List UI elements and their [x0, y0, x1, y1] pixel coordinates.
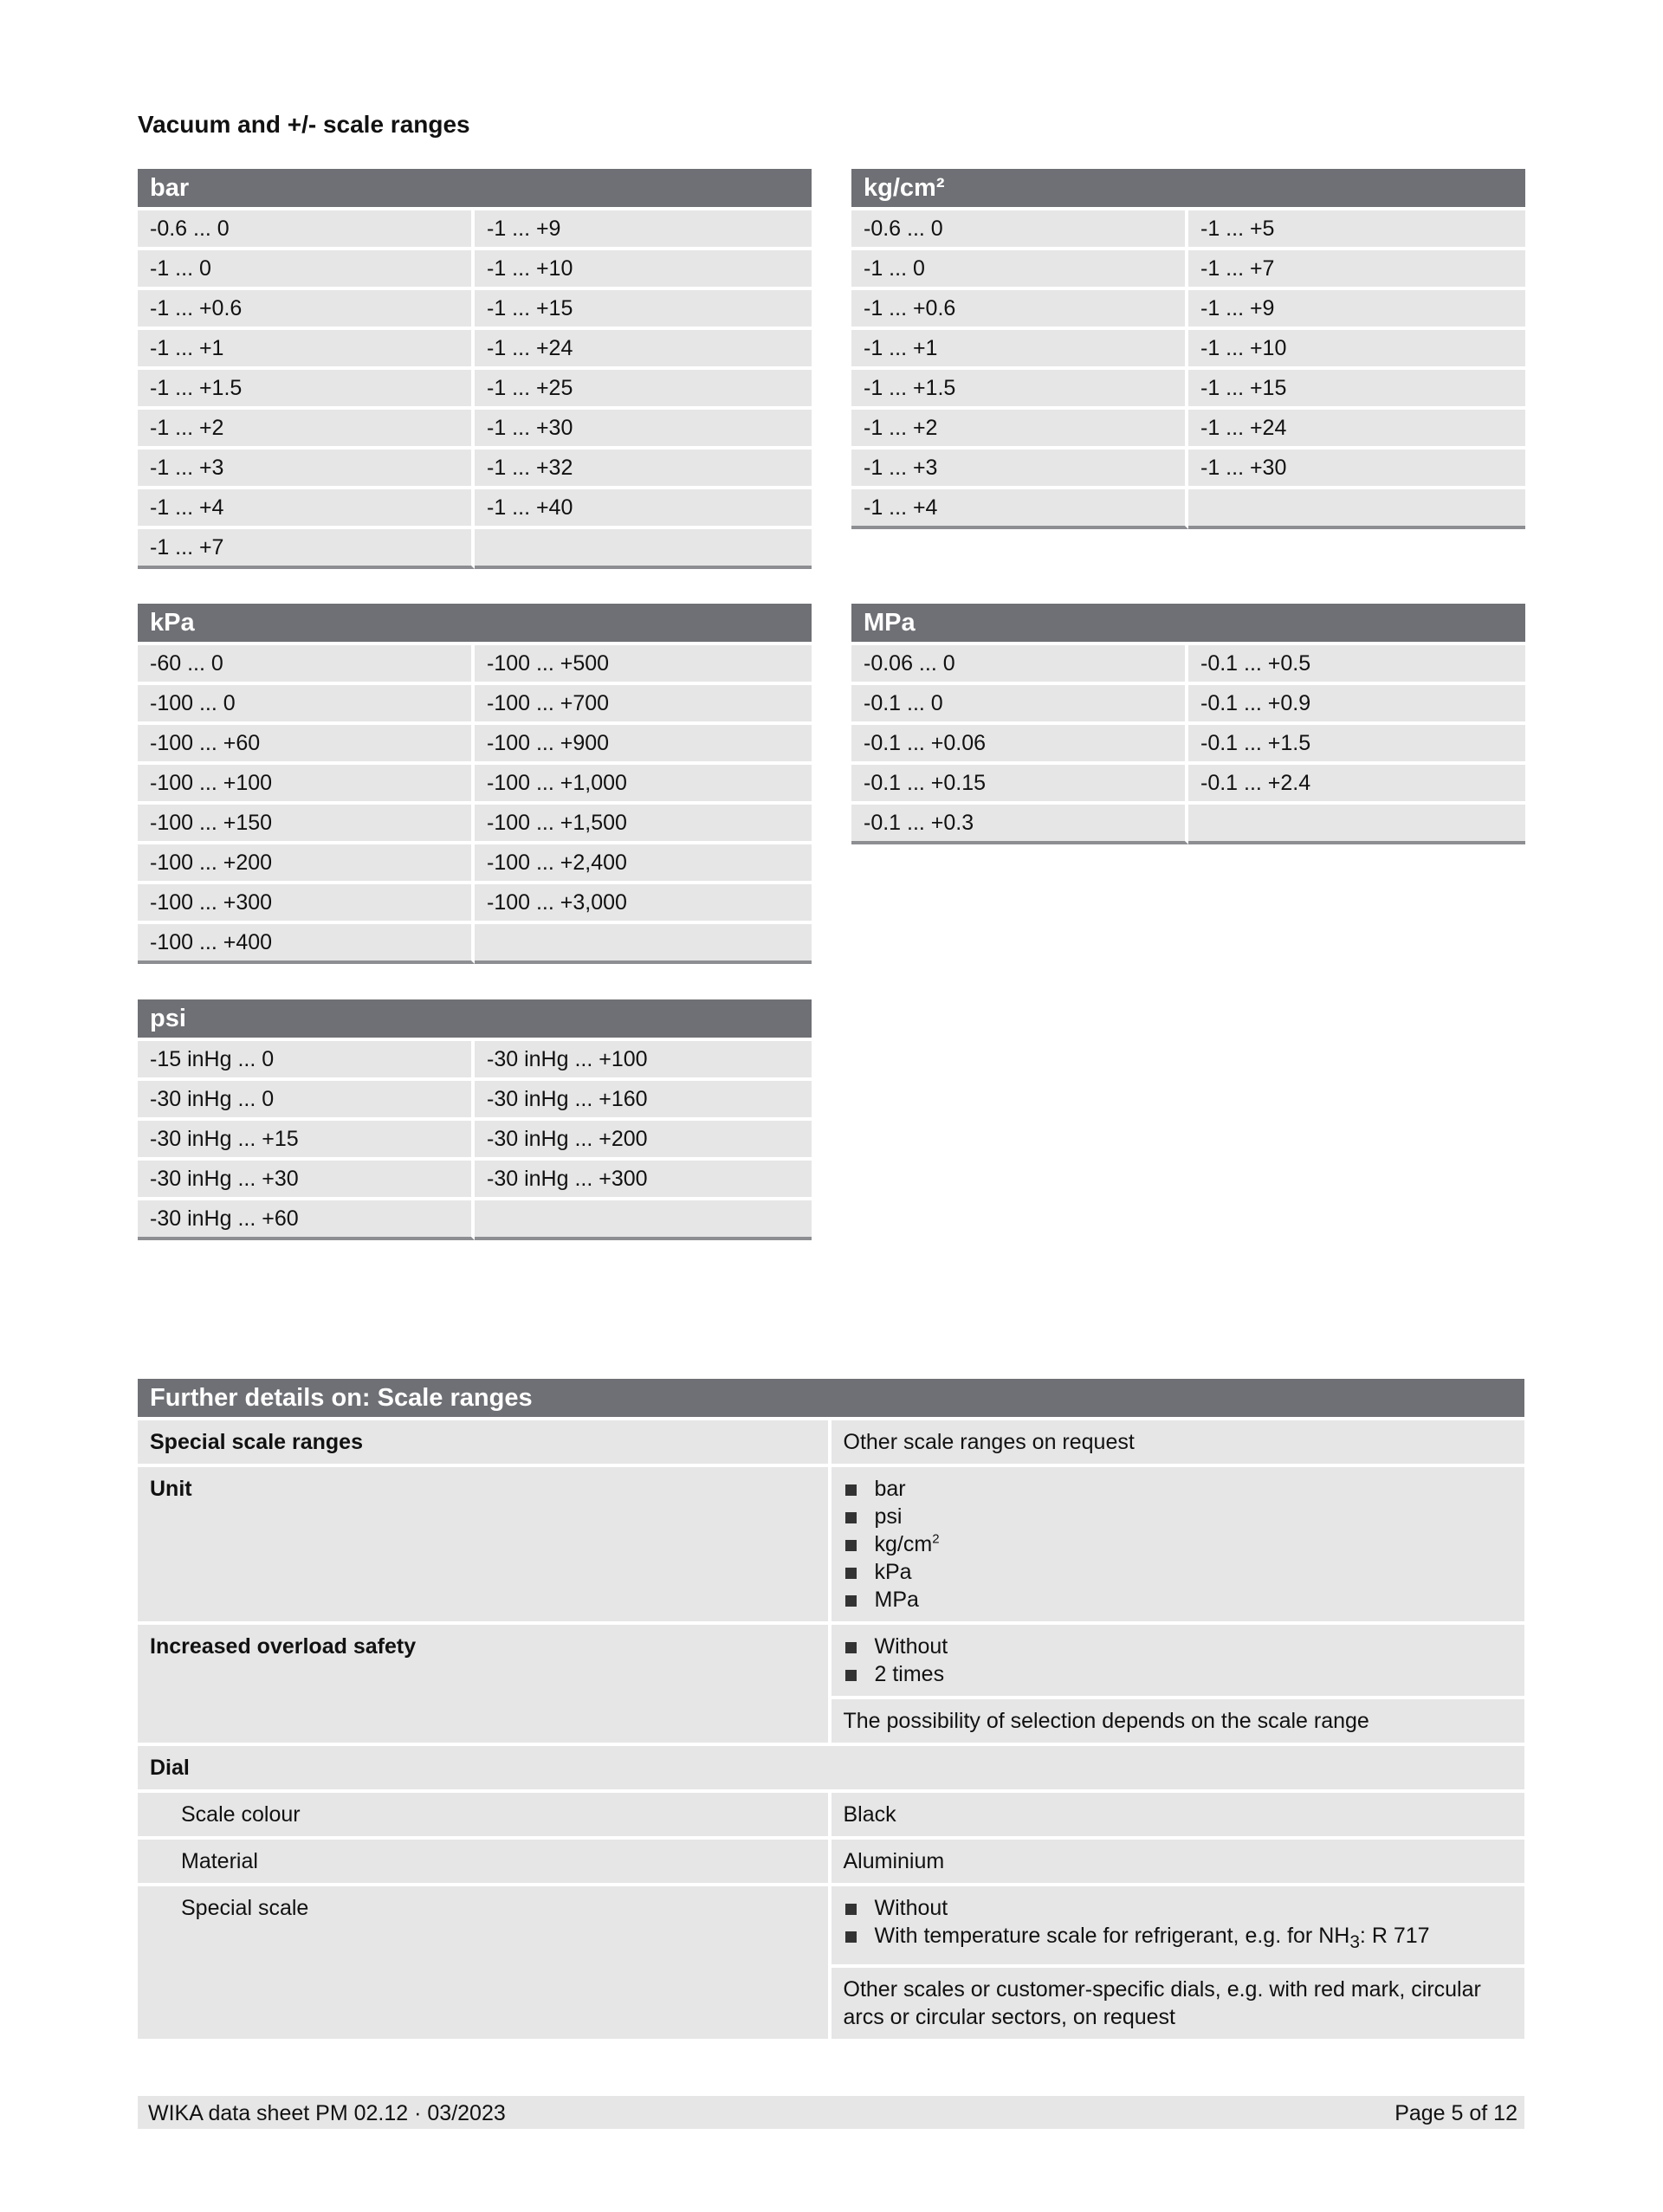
unit-kgcm: kg/cm [874, 1532, 933, 1556]
table-row [138, 884, 812, 924]
range-cell: -100 ... +1,000 [475, 765, 812, 805]
table-row [138, 805, 812, 844]
table-row [851, 250, 1525, 290]
range-cell: -30 inHg ... +300 [475, 1161, 812, 1200]
special-ranges-value: Other scale ranges on request [832, 1420, 1525, 1467]
range-cell: -15 inHg ... 0 [138, 1041, 475, 1081]
range-cell: -30 inHg ... +100 [475, 1041, 812, 1081]
range-cell: -1 ... +0.6 [851, 290, 1188, 330]
table-row [138, 1081, 812, 1121]
kpa-range-table [138, 604, 812, 964]
unit-value [832, 1467, 1525, 1625]
table-row [138, 1041, 812, 1081]
range-cell [475, 1200, 812, 1240]
unit-list [844, 1475, 1513, 1614]
range-cell: -1 ... 0 [138, 250, 475, 290]
list-item: Without [844, 1894, 1513, 1922]
range-cell: -0.1 ... +0.5 [1188, 645, 1525, 685]
list-item: bar [844, 1475, 1513, 1503]
range-cell: -30 inHg ... 0 [138, 1081, 475, 1121]
details-row-material [138, 1840, 1524, 1886]
range-cell: -0.6 ... 0 [851, 210, 1188, 250]
range-cell: -1 ... +1.5 [851, 370, 1188, 410]
range-cell: -0.1 ... +0.9 [1188, 685, 1525, 725]
special-scale-opt2-text: With temperature scale for refrigerant, e.g. for NH [874, 1924, 1350, 1948]
range-cell: -1 ... +0.6 [138, 290, 475, 330]
material-label: Material [138, 1840, 832, 1886]
range-cell: -1 ... +15 [475, 290, 812, 330]
range-cell: -1 ... +40 [475, 489, 812, 529]
details-table [138, 1379, 1524, 2042]
table-row [138, 1121, 812, 1161]
range-cell: -1 ... +5 [1188, 210, 1525, 250]
range-cell: -0.1 ... +2.4 [1188, 765, 1525, 805]
special-scale-value [832, 1886, 1525, 1968]
range-cell: -1 ... 0 [851, 250, 1188, 290]
range-cell: -1 ... +9 [475, 210, 812, 250]
range-cell: -30 inHg ... +15 [138, 1121, 475, 1161]
unit-label: Unit [138, 1467, 832, 1625]
overload-label: Increased overload safety [138, 1625, 832, 1746]
range-cell [475, 529, 812, 569]
details-row-special-ranges [138, 1420, 1524, 1467]
range-cell: -1 ... +4 [851, 489, 1188, 529]
section-title: Vacuum and +/- scale ranges [138, 111, 470, 138]
range-cell: -1 ... +2 [138, 410, 475, 450]
table-row [138, 765, 812, 805]
range-cell: -0.6 ... 0 [138, 210, 475, 250]
details-row-special-scale [138, 1886, 1524, 1968]
table-row [138, 529, 812, 569]
special-scale-label: Special scale [138, 1886, 832, 2042]
table-row [851, 489, 1525, 529]
superscript: 2 [932, 1531, 940, 1547]
table-row [851, 330, 1525, 370]
list-item: Without [844, 1633, 1513, 1660]
range-cell: -100 ... +100 [138, 765, 475, 805]
range-cell: -100 ... +3,000 [475, 884, 812, 924]
range-cell: -60 ... 0 [138, 645, 475, 685]
range-cell: -1 ... +24 [475, 330, 812, 370]
table-row [851, 210, 1525, 250]
range-cell: -0.1 ... 0 [851, 685, 1188, 725]
list-item: kPa [844, 1558, 1513, 1586]
table-row [138, 924, 812, 964]
range-cell: -100 ... +60 [138, 725, 475, 765]
range-cell: -100 ... +200 [138, 844, 475, 884]
range-cell: -0.1 ... +0.06 [851, 725, 1188, 765]
range-cell: -1 ... +4 [138, 489, 475, 529]
table-row [138, 210, 812, 250]
range-cell: -30 inHg ... +60 [138, 1200, 475, 1240]
table-row [138, 645, 812, 685]
range-cell: -100 ... +400 [138, 924, 475, 964]
subscript: 3 [1349, 1932, 1360, 1952]
range-cell: -1 ... +9 [1188, 290, 1525, 330]
details-row-overload [138, 1625, 1524, 1699]
details-row-scale-colour [138, 1793, 1524, 1840]
table-row [138, 1200, 812, 1240]
range-cell [1188, 489, 1525, 529]
range-cell: -100 ... +300 [138, 884, 475, 924]
table-row [851, 805, 1525, 844]
range-cell: -100 ... +700 [475, 685, 812, 725]
range-cell: -1 ... +10 [1188, 330, 1525, 370]
range-cell: -1 ... +30 [1188, 450, 1525, 489]
overload-note: The possibility of selection depends on the scale range [832, 1699, 1525, 1746]
table-row [138, 685, 812, 725]
range-cell: -1 ... +32 [475, 450, 812, 489]
range-cell: -1 ... +24 [1188, 410, 1525, 450]
range-cell: -100 ... +900 [475, 725, 812, 765]
table-row [138, 450, 812, 489]
range-cell: -0.1 ... +0.3 [851, 805, 1188, 844]
range-cell: -1 ... +1 [138, 330, 475, 370]
bar-range-table [138, 169, 812, 569]
range-cell: -1 ... +30 [475, 410, 812, 450]
range-cell: -1 ... +10 [475, 250, 812, 290]
table-row [851, 290, 1525, 330]
special-scale-list [844, 1894, 1513, 1957]
kgcm2-range-table [851, 169, 1525, 529]
table-row [851, 685, 1525, 725]
range-cell: -0.06 ... 0 [851, 645, 1188, 685]
table-row [138, 370, 812, 410]
range-cell: -30 inHg ... +200 [475, 1121, 812, 1161]
table-row [138, 489, 812, 529]
details-title: Further details on: Scale ranges [138, 1379, 1524, 1420]
special-scale-opt2-suffix: : R 717 [1359, 1924, 1430, 1948]
scale-colour-label: Scale colour [138, 1793, 832, 1840]
table-row [851, 645, 1525, 685]
range-cell: -100 ... +2,400 [475, 844, 812, 884]
table-row [851, 410, 1525, 450]
table-row [138, 725, 812, 765]
list-item: MPa [844, 1586, 1513, 1614]
table-row [138, 290, 812, 330]
table-row [138, 844, 812, 884]
range-cell [475, 924, 812, 964]
footer-page-number: Page 5 of 12 [1394, 2101, 1517, 2125]
range-cell: -1 ... +1 [851, 330, 1188, 370]
table-row [138, 1161, 812, 1200]
range-cell: -1 ... +25 [475, 370, 812, 410]
range-cell: -100 ... 0 [138, 685, 475, 725]
table-title: MPa [851, 604, 1525, 645]
table-row [138, 410, 812, 450]
psi-range-table [138, 999, 812, 1240]
range-cell: -30 inHg ... +30 [138, 1161, 475, 1200]
table-title: psi [138, 999, 812, 1041]
special-ranges-label: Special scale ranges [138, 1420, 832, 1467]
table-row [851, 725, 1525, 765]
range-cell: -1 ... +3 [851, 450, 1188, 489]
overload-list [844, 1633, 1513, 1688]
page-footer [138, 2096, 1524, 2129]
dial-label: Dial [138, 1746, 1524, 1793]
table-row [851, 370, 1525, 410]
details-row-unit [138, 1467, 1524, 1625]
range-cell: -1 ... +7 [1188, 250, 1525, 290]
list-item [844, 1530, 1513, 1558]
scale-colour-value: Black [832, 1793, 1525, 1840]
range-cell: -1 ... +15 [1188, 370, 1525, 410]
range-cell: -100 ... +150 [138, 805, 475, 844]
table-title: bar [138, 169, 812, 210]
range-cell: -0.1 ... +1.5 [1188, 725, 1525, 765]
range-cell: -100 ... +1,500 [475, 805, 812, 844]
range-cell: -1 ... +7 [138, 529, 475, 569]
table-title: kg/cm² [851, 169, 1525, 210]
range-cell: -30 inHg ... +160 [475, 1081, 812, 1121]
range-cell: -1 ... +2 [851, 410, 1188, 450]
table-row [138, 330, 812, 370]
special-scale-note: Other scales or customer-specific dials, e.g. with red mark, circular arcs or circular sectors, on request [832, 1968, 1525, 2042]
details-row-dial [138, 1746, 1524, 1793]
material-value: Aluminium [832, 1840, 1525, 1886]
range-cell: -0.1 ... +0.15 [851, 765, 1188, 805]
range-cell: -1 ... +1.5 [138, 370, 475, 410]
list-item: psi [844, 1503, 1513, 1530]
footer-doc-id: WIKA data sheet PM 02.12 · 03/2023 [148, 2101, 506, 2125]
mpa-range-table [851, 604, 1525, 844]
range-cell: -1 ... +3 [138, 450, 475, 489]
table-row [851, 450, 1525, 489]
table-row [138, 250, 812, 290]
overload-value [832, 1625, 1525, 1699]
range-cell [1188, 805, 1525, 844]
range-cell: -100 ... +500 [475, 645, 812, 685]
table-row [851, 765, 1525, 805]
list-item: 2 times [844, 1660, 1513, 1688]
table-title: kPa [138, 604, 812, 645]
list-item [844, 1922, 1513, 1957]
